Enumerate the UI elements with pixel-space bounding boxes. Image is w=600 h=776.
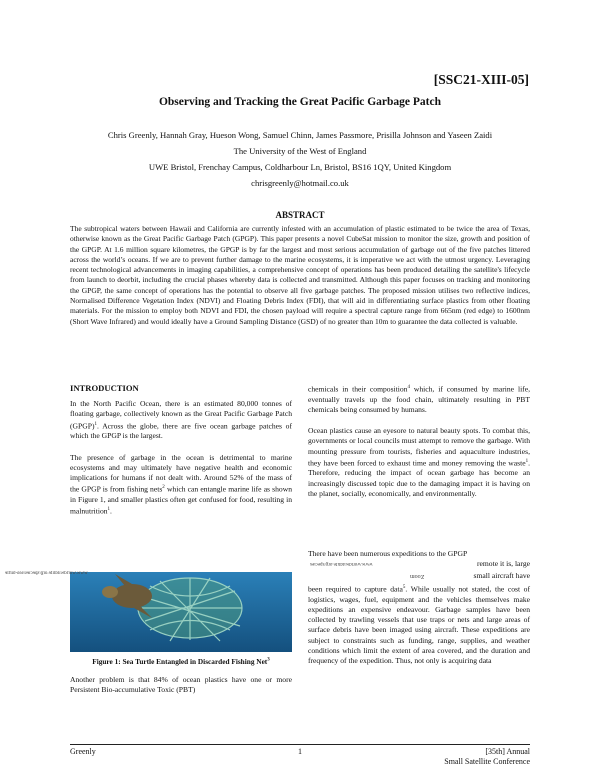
right-line-2: remote it is, large (476, 559, 530, 568)
intro-paragraph-1: In the North Pacific Ocean, there is an estimated 80,000 tonnes of floating garbage, collectively known as the Great Pacific Garbage Patch (GPGP)$^1$. Across the globe, there are five ocean garbage patches of which the GPGP is the largest. (70, 399, 292, 441)
footer-conference-line2: Small Satellite Conference (444, 757, 530, 766)
university: The University of the West of England (233, 146, 367, 156)
intro-section (70, 383, 292, 517)
overlay-source-a: www.worldwildlife.org/species (310, 561, 373, 566)
page-number: 1 (298, 747, 302, 756)
abstract-text: The subtropical waters between Hawaii and California are currently infested with an accumulation of plastic estimated to be twice the area of Texas, otherwise known as the Great Pacific Garbage Patch (GPGP). This paper presents a novel CubeSat mission to monitor the size, growth and position of the GPGP. At 1.6 million square kilometres, the GPGP is by far the largest and most serious accumulation of garbage out of the five patches littered across the world’s oceans. If we are to prevent further damage to the marine ecosystems, it is imperative we act with the utmost urgency. Leveraging recent technological advancements in imaging capabilities, a comprehensive concept of operations has been produced detailing the satellite's lifecycle from launch to deorbit, including the crucial phases whereby data is collected and transmitted. Although this paper focuses on tracking and monitoring the GPGP, the same concept of operations has the potential to observe all five garbage patches. The proposed mission utilises two reflective indices, Normalised Difference Vegetation Index (NDVI) and Floating Debris Index (FDI), that will aid in differentiating surface plastics from other floating materials. For the mission to employ both NDVI and FDI, the chosen payload will require a spectral capture range from 665nm (red edge) to 1600nm (Short Wave Infrared) and would ideally have a Ground Sampling Distance (GSD) of no greater than 10m to guarantee the data collected is valuable. (70, 224, 530, 326)
sea-turtle-illustration (70, 556, 292, 652)
right-paragraph-2: Ocean plastics cause an eyesore to natural beauty spots. To combat this, governments or local councils must attempt to remove the garbage. With mounting pressure from tourists, fisheries and aquaculture industries, they have been forced to exhaust time and money removing the waste$^1$. Therefore, reducing the impact of ocean garbage has become an increasingly discussed topic due to the damaging impact it is having on the planet, socially, economically, and environmentally. (308, 426, 530, 498)
footer-conference-line1: [35th] Annual (485, 747, 530, 756)
right-line-3: small aircraft have (473, 571, 530, 580)
author-list: Chris Greenly, Hannah Gray, Hueson Wong, Samuel Chinn, James Passmore, Prisilla Johnson and Yaseen Zaidi (107, 130, 493, 140)
footer-author: Greenly (70, 747, 96, 756)
figure-caption: Figure 1: Sea Turtle Entangled in Discarded Fishing Net$^3$ (92, 657, 270, 666)
intro-heading: INTRODUCTION (70, 383, 139, 393)
right-paragraph-3-start: There have been numerous expeditions to the GPGP (308, 549, 468, 558)
figure-sea-turtle (70, 556, 292, 652)
footer-rule (70, 744, 530, 745)
right-paragraph-3: been required to capture data$^5$. While usually not stated, the cost of logistics, wages, fuel, equipment and the vehicles themselves make expeditions an expensive endeavour. Garbage samples have been collected by trawling vessels that use traps or nets and large areas of surface debris have been imaged using aircraft. These expeditions are subject to constraints such as funding, range, supplies, and weather conditions which limit the extent of area covered, and the duration and frequency of the expedition. Thus, not only is acquiring data (308, 584, 530, 665)
overlay-zoom-label: Zoom (410, 573, 425, 579)
intro-paragraph-2: The presence of garbage in the ocean is detrimental to marine ecosystems and may ultimately have negative health and economic implications for humans if not dealt with. Around 52% of the mass of the GPGP is from fishing nets$^2$ which can entangle marine life as shown in Figure 1, and smaller plastics often get confused for food, resulting in malnutrition$^1$. (70, 452, 292, 516)
intro-paragraph-3: Another problem is that 84% of ocean plastics have one or more Persistent Bio-accumulative Toxic (PBT) (70, 675, 292, 695)
right-paragraph-1: chemicals in their composition$^4$ which, if consumed by marine life, eventually travels up the food chain, ultimately resulting in PBT chemicals being consumed by humans. (308, 384, 530, 414)
email[interactable]: chrisgreenly@hotmail.co.uk (251, 178, 349, 188)
paper-title: Observing and Tracking the Great Pacific Garbage Patch (158, 96, 442, 108)
address: UWE Bristol, Frenchay Campus, Coldharbour Ln, Bristol, BS16 1QY, United Kingdom (148, 162, 452, 172)
abstract-heading: ABSTRACT (275, 210, 325, 220)
paper-code: [SSC21-XIII-05] (433, 72, 529, 87)
right-column (308, 383, 530, 499)
figure-source-overlay: www.worldwildlife.org/species/sea-turtle (5, 571, 88, 576)
